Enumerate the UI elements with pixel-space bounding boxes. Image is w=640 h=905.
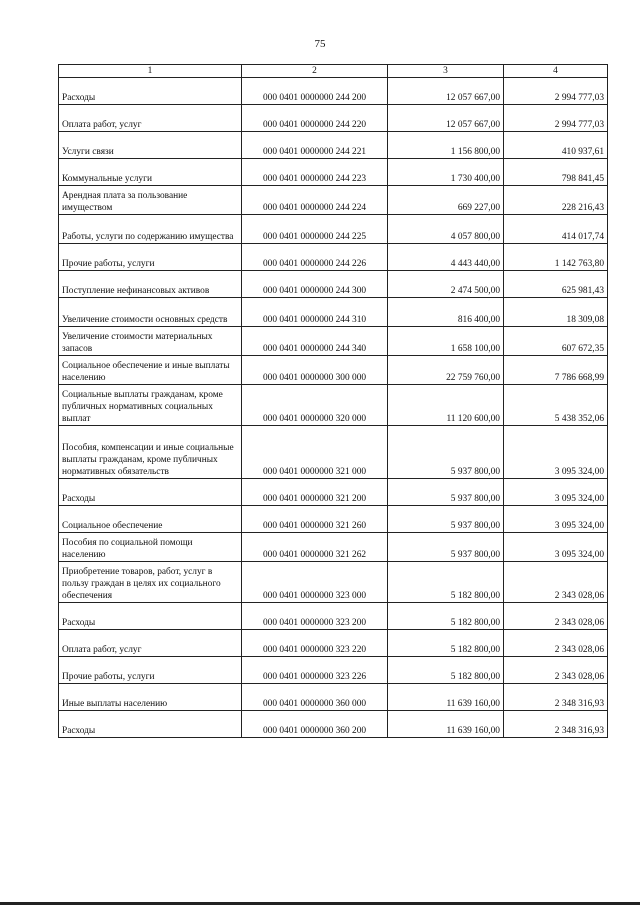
row-name-cell: Расходы [59, 78, 242, 105]
row-name-cell: Арендная плата за пользование имуществом [59, 186, 242, 215]
row-name-cell: Прочие работы, услуги [59, 244, 242, 271]
row-code-cell: 000 0401 0000000 244 310 [242, 298, 388, 327]
row-actual-value-cell: 414 017,74 [504, 215, 608, 244]
row-name-cell: Увеличение стоимости основных средств [59, 298, 242, 327]
row-actual-value-cell: 798 841,45 [504, 159, 608, 186]
table-row [59, 506, 608, 533]
row-plan-value-cell: 5 937 800,00 [388, 426, 504, 479]
row-actual-value-cell: 2 343 028,06 [504, 630, 608, 657]
row-actual-value-cell: 18 309,08 [504, 298, 608, 327]
row-actual-value-cell: 3 095 324,00 [504, 506, 608, 533]
row-code-cell: 000 0401 0000000 360 200 [242, 711, 388, 738]
row-code-cell: 000 0401 0000000 244 226 [242, 244, 388, 271]
row-plan-value-cell: 11 639 160,00 [388, 684, 504, 711]
row-actual-value-cell: 2 343 028,06 [504, 657, 608, 684]
table-row [59, 78, 608, 105]
column-header: 3 [388, 65, 504, 78]
table-row [59, 385, 608, 426]
row-actual-value-cell: 2 343 028,06 [504, 603, 608, 630]
row-plan-value-cell: 12 057 667,00 [388, 105, 504, 132]
row-name-cell: Работы, услуги по содержанию имущества [59, 215, 242, 244]
budget-table [58, 64, 608, 738]
table-row [59, 479, 608, 506]
row-plan-value-cell: 1 658 100,00 [388, 327, 504, 356]
row-plan-value-cell: 1 156 800,00 [388, 132, 504, 159]
page-number: 75 [314, 38, 326, 50]
row-name-cell: Расходы [59, 603, 242, 630]
row-name-cell: Пособия, компенсации и иные социальные выплаты гражданам, кроме публичных нормативных обязательств [59, 426, 242, 479]
row-actual-value-cell: 2 994 777,03 [504, 78, 608, 105]
table-row [59, 657, 608, 684]
row-name-cell: Иные выплаты населению [59, 684, 242, 711]
row-plan-value-cell: 5 182 800,00 [388, 657, 504, 684]
table-row [59, 711, 608, 738]
table-row [59, 603, 608, 630]
table-row [59, 105, 608, 132]
row-name-cell: Расходы [59, 479, 242, 506]
table-row [59, 271, 608, 298]
row-actual-value-cell: 5 438 352,06 [504, 385, 608, 426]
row-name-cell: Поступление нефинансовых активов [59, 271, 242, 298]
row-name-cell: Прочие работы, услуги [59, 657, 242, 684]
row-code-cell: 000 0401 0000000 244 225 [242, 215, 388, 244]
row-code-cell: 000 0401 0000000 323 226 [242, 657, 388, 684]
table-row [59, 684, 608, 711]
row-code-cell: 000 0401 0000000 321 262 [242, 533, 388, 562]
row-plan-value-cell: 12 057 667,00 [388, 78, 504, 105]
table-row [59, 244, 608, 271]
row-code-cell: 000 0401 0000000 323 220 [242, 630, 388, 657]
row-code-cell: 000 0401 0000000 244 224 [242, 186, 388, 215]
row-plan-value-cell: 5 182 800,00 [388, 630, 504, 657]
table-row [59, 159, 608, 186]
row-name-cell: Приобретение товаров, работ, услуг в пользу граждан в целях их социального обеспечения [59, 562, 242, 603]
table-row [59, 533, 608, 562]
row-actual-value-cell: 410 937,61 [504, 132, 608, 159]
row-actual-value-cell: 228 216,43 [504, 186, 608, 215]
row-actual-value-cell: 625 981,43 [504, 271, 608, 298]
row-plan-value-cell: 11 639 160,00 [388, 711, 504, 738]
row-actual-value-cell: 3 095 324,00 [504, 479, 608, 506]
table-row [59, 132, 608, 159]
table-row [59, 215, 608, 244]
row-plan-value-cell: 1 730 400,00 [388, 159, 504, 186]
row-code-cell: 000 0401 0000000 244 300 [242, 271, 388, 298]
column-header: 1 [59, 65, 242, 78]
row-code-cell: 000 0401 0000000 244 223 [242, 159, 388, 186]
column-header: 4 [504, 65, 608, 78]
row-name-cell: Социальные выплаты гражданам, кроме публичных нормативных социальных выплат [59, 385, 242, 426]
row-actual-value-cell: 3 095 324,00 [504, 533, 608, 562]
row-code-cell: 000 0401 0000000 244 340 [242, 327, 388, 356]
row-name-cell: Увеличение стоимости материальных запасов [59, 327, 242, 356]
row-code-cell: 000 0401 0000000 321 000 [242, 426, 388, 479]
column-header: 2 [242, 65, 388, 78]
row-code-cell: 000 0401 0000000 321 200 [242, 479, 388, 506]
table-row [59, 562, 608, 603]
row-plan-value-cell: 11 120 600,00 [388, 385, 504, 426]
table-header-row [59, 65, 608, 78]
row-code-cell: 000 0401 0000000 360 000 [242, 684, 388, 711]
row-name-cell: Услуги связи [59, 132, 242, 159]
row-actual-value-cell: 7 786 668,99 [504, 356, 608, 385]
row-plan-value-cell: 4 057 800,00 [388, 215, 504, 244]
row-actual-value-cell: 3 095 324,00 [504, 426, 608, 479]
row-name-cell: Социальное обеспечение и иные выплаты населению [59, 356, 242, 385]
row-plan-value-cell: 5 182 800,00 [388, 562, 504, 603]
row-plan-value-cell: 5 182 800,00 [388, 603, 504, 630]
row-name-cell: Пособия по социальной помощи населению [59, 533, 242, 562]
table-row [59, 630, 608, 657]
row-code-cell: 000 0401 0000000 244 220 [242, 105, 388, 132]
row-plan-value-cell: 22 759 760,00 [388, 356, 504, 385]
table-row [59, 298, 608, 327]
row-plan-value-cell: 5 937 800,00 [388, 479, 504, 506]
row-code-cell: 000 0401 0000000 244 221 [242, 132, 388, 159]
row-name-cell: Социальное обеспечение [59, 506, 242, 533]
row-plan-value-cell: 669 227,00 [388, 186, 504, 215]
row-plan-value-cell: 4 443 440,00 [388, 244, 504, 271]
row-code-cell: 000 0401 0000000 244 200 [242, 78, 388, 105]
row-plan-value-cell: 5 937 800,00 [388, 533, 504, 562]
table-row [59, 356, 608, 385]
table-row [59, 426, 608, 479]
row-plan-value-cell: 5 937 800,00 [388, 506, 504, 533]
table-row [59, 327, 608, 356]
row-code-cell: 000 0401 0000000 323 000 [242, 562, 388, 603]
row-name-cell: Оплата работ, услуг [59, 105, 242, 132]
table-row [59, 186, 608, 215]
row-actual-value-cell: 2 348 316,93 [504, 684, 608, 711]
row-code-cell: 000 0401 0000000 320 000 [242, 385, 388, 426]
row-actual-value-cell: 2 994 777,03 [504, 105, 608, 132]
row-actual-value-cell: 2 343 028,06 [504, 562, 608, 603]
row-actual-value-cell: 1 142 763,80 [504, 244, 608, 271]
row-actual-value-cell: 607 672,35 [504, 327, 608, 356]
row-name-cell: Коммунальные услуги [59, 159, 242, 186]
row-plan-value-cell: 2 474 500,00 [388, 271, 504, 298]
row-plan-value-cell: 816 400,00 [388, 298, 504, 327]
row-code-cell: 000 0401 0000000 300 000 [242, 356, 388, 385]
row-name-cell: Оплата работ, услуг [59, 630, 242, 657]
row-name-cell: Расходы [59, 711, 242, 738]
row-actual-value-cell: 2 348 316,93 [504, 711, 608, 738]
row-code-cell: 000 0401 0000000 323 200 [242, 603, 388, 630]
row-code-cell: 000 0401 0000000 321 260 [242, 506, 388, 533]
